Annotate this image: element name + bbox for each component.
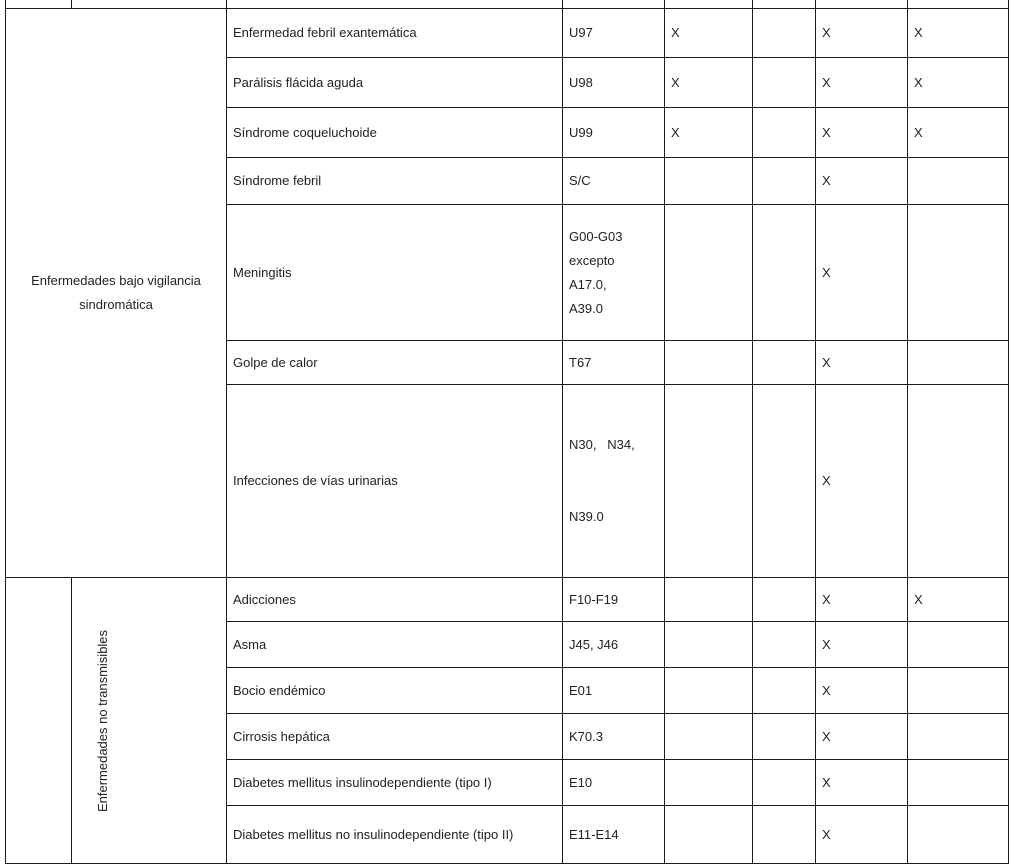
mark-cell (665, 385, 753, 578)
disease-name: Parálisis flácida aguda (227, 58, 563, 108)
disease-name: Síndrome coqueluchoide (227, 108, 563, 158)
mark-cell: X (908, 58, 1009, 108)
mark-cell (665, 158, 753, 205)
disease-surveillance-table (5, 0, 1009, 864)
mark-cell (753, 58, 816, 108)
mark-cell (753, 714, 816, 760)
disease-name: Asma (227, 622, 563, 668)
cie-code-line: N30, N34, (569, 437, 635, 452)
mark-cell (753, 385, 816, 578)
mark-cell (753, 108, 816, 158)
cie-code: U97 (563, 9, 665, 58)
mark-cell: X (816, 58, 908, 108)
mark-cell (908, 806, 1009, 864)
cie-code-line: excepto (569, 252, 615, 268)
cie-code-line: N39.0 (569, 509, 604, 524)
cie-code-line: G00-G03 (569, 228, 623, 244)
disease-name: Adicciones (227, 578, 563, 622)
disease-name: Infecciones de vías urinarias (227, 385, 563, 578)
mark-cell (753, 760, 816, 806)
group-label-noncommunicable (6, 578, 111, 864)
mark-cell (753, 158, 816, 205)
disease-name: Síndrome febril (227, 158, 563, 205)
cie-code: T67 (563, 341, 665, 385)
cie-code: F10-F19 (563, 578, 665, 622)
disease-name: Meningitis (227, 205, 563, 341)
disease-name: Bocio endémico (227, 668, 563, 714)
mark-cell (665, 714, 753, 760)
cie-code: E10 (563, 760, 665, 806)
mark-cell (908, 622, 1009, 668)
mark-cell (908, 158, 1009, 205)
disease-name: Diabetes mellitus no insulinodependiente (tipo II) (227, 806, 563, 864)
cie-code-line: A39.0 (569, 300, 603, 316)
mark-cell: X (816, 760, 908, 806)
mark-cell (665, 806, 753, 864)
mark-cell: X (908, 108, 1009, 158)
mark-cell (908, 341, 1009, 385)
mark-cell: X (816, 714, 908, 760)
disease-name: Enfermedad febril exantemática (227, 9, 563, 58)
cie-code (563, 205, 665, 341)
mark-cell: X (816, 385, 908, 578)
mark-cell (908, 205, 1009, 341)
mark-cell: X (816, 341, 908, 385)
mark-cell: X (816, 668, 908, 714)
mark-cell (753, 205, 816, 341)
mark-cell: X (665, 9, 753, 58)
mark-cell (908, 714, 1009, 760)
mark-cell (908, 668, 1009, 714)
cie-code: K70.3 (563, 714, 665, 760)
mark-cell (753, 9, 816, 58)
cie-code: U98 (563, 58, 665, 108)
mark-cell: X (908, 9, 1009, 58)
mark-cell: X (816, 9, 908, 58)
table-row (6, 0, 1009, 9)
group-label-noncommunicable-text: Enfermedades no transmisibles (95, 629, 111, 812)
mark-cell (665, 205, 753, 341)
mark-cell (753, 578, 816, 622)
mark-cell: X (665, 58, 753, 108)
mark-cell: X (665, 108, 753, 158)
mark-cell: X (816, 205, 908, 341)
mark-cell (753, 806, 816, 864)
mark-cell (753, 622, 816, 668)
cie-code: E11-E14 (563, 806, 665, 864)
disease-name: Golpe de calor (227, 341, 563, 385)
mark-cell (665, 341, 753, 385)
mark-cell (753, 668, 816, 714)
mark-cell: X (816, 108, 908, 158)
mark-cell (753, 341, 816, 385)
mark-cell: X (816, 622, 908, 668)
mark-cell (665, 760, 753, 806)
cie-code: E01 (563, 668, 665, 714)
cie-code: U99 (563, 108, 665, 158)
mark-cell (665, 578, 753, 622)
mark-cell: X (816, 158, 908, 205)
mark-cell: X (908, 578, 1009, 622)
cie-code: S/C (563, 158, 665, 205)
mark-cell (908, 760, 1009, 806)
disease-name: Cirrosis hepática (227, 714, 563, 760)
cie-code (563, 385, 665, 578)
cie-code: J45, J46 (563, 622, 665, 668)
mark-cell (908, 385, 1009, 578)
mark-cell (665, 622, 753, 668)
mark-cell: X (816, 806, 908, 864)
mark-cell: X (816, 578, 908, 622)
disease-name: Diabetes mellitus insulinodependiente (tipo I) (227, 760, 563, 806)
mark-cell (665, 668, 753, 714)
cie-code-line: A17.0, (569, 276, 607, 292)
group-label-syndromic: Enfermedades bajo vigilancia sindromática (6, 9, 227, 578)
table-row (6, 578, 1009, 622)
table-row (6, 9, 1009, 58)
